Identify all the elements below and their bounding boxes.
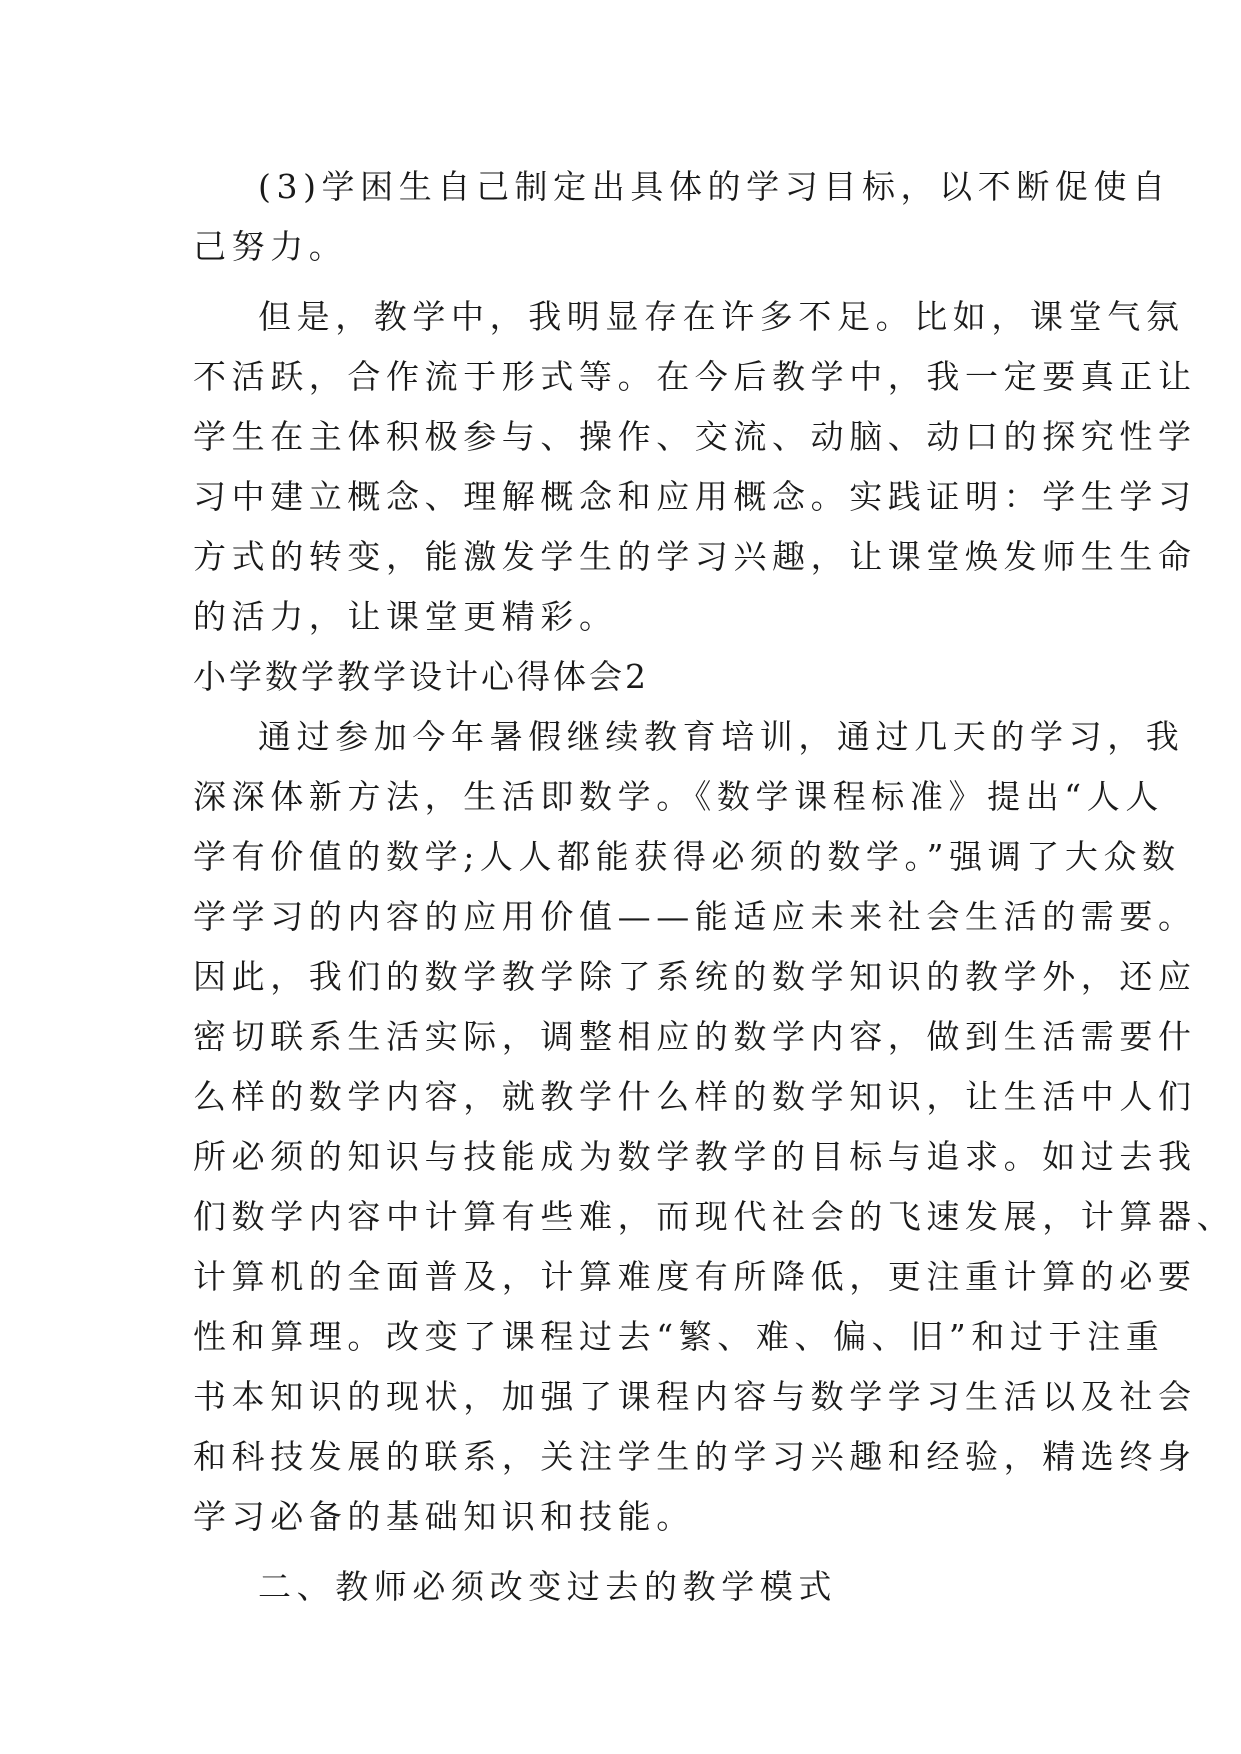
paragraph-line: 们数学内容中计算有些难，而现代社会的飞速发展，计算器、 — [193, 1197, 1236, 1236]
paragraph-line: 所必须的知识与技能成为数学教学的目标与追求。如过去我 — [193, 1137, 1197, 1176]
paragraph-line: 但是，教学中，我明显存在许多不足。比如，课堂气氛 — [258, 297, 1185, 336]
paragraph-line: 通过参加今年暑假继续教育培训，通过几天的学习，我 — [258, 717, 1185, 756]
paragraph-line: 么样的数学内容，就教学什么样的数学知识，让生活中人们 — [193, 1077, 1197, 1116]
paragraph-line: 己努力。 — [193, 227, 348, 266]
paragraph-line: 计算机的全面普及，计算难度有所降低，更注重计算的必要 — [193, 1257, 1197, 1296]
paragraph-line: (3)学困生自己制定出具体的学习目标，以不断促使自 — [258, 167, 1171, 206]
paragraph-line: 性和算理。改变了课程过去“繁、难、偏、旧”和过于注重 — [193, 1317, 1165, 1356]
paragraph-line: 书本知识的现状，加强了课程内容与数学学习生活以及社会 — [193, 1377, 1197, 1416]
paragraph-line: 学生在主体积极参与、操作、交流、动脑、动口的探究性学 — [193, 417, 1197, 456]
paragraph-line: 密切联系生活实际，调整相应的数学内容，做到生活需要什 — [193, 1017, 1197, 1056]
section-heading: 二、教师必须改变过去的教学模式 — [258, 1567, 837, 1606]
paragraph-line: 因此，我们的数学教学除了系统的数学知识的教学外，还应 — [193, 957, 1197, 996]
paragraph-line: 的活力，让课堂更精彩。 — [193, 597, 618, 636]
paragraph-line: 学习必备的基础知识和技能。 — [193, 1497, 695, 1536]
paragraph-line: 学有价值的数学;人人都能获得必须的数学。”强调了大众数 — [193, 837, 1181, 876]
paragraph-line: 和科技发展的联系，关注学生的学习兴趣和经验，精选终身 — [193, 1437, 1197, 1476]
paragraph-line: 学学习的内容的应用价值——能适应未来社会生活的需要。 — [193, 897, 1197, 936]
paragraph-line: 不活跃，合作流于形式等。在今后教学中，我一定要真正让 — [193, 357, 1197, 396]
paragraph-line: 方式的转变，能激发学生的学习兴趣，让课堂焕发师生生命 — [193, 537, 1197, 576]
paragraph-line: 习中建立概念、理解概念和应用概念。实践证明：学生学习 — [193, 477, 1197, 516]
paragraph-line: 深深体新方法，生活即数学。《数学课程标准》提出“人人 — [193, 777, 1164, 816]
section-title: 小学数学教学设计心得体会2 — [193, 657, 649, 696]
